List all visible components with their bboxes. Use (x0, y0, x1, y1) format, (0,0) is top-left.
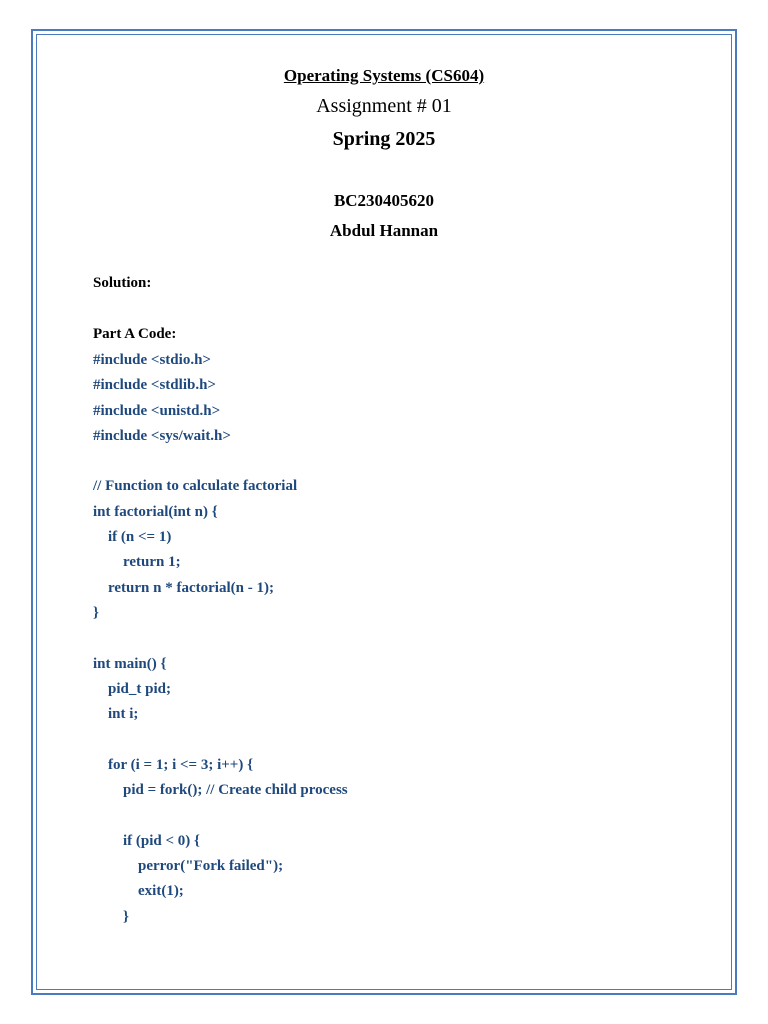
code-line: return 1; (93, 554, 181, 571)
code-line: int main() { (93, 655, 167, 672)
assignment-number: Assignment # 01 (316, 95, 452, 117)
code-block (93, 348, 348, 930)
code-line: } (93, 604, 99, 621)
code-line: } (93, 908, 129, 925)
code-line: #include <sys/wait.h> (93, 427, 231, 444)
student-id: BC230405620 (333, 191, 435, 210)
code-line-blank (93, 803, 348, 828)
code-line-blank (93, 727, 348, 752)
course-title: Operating Systems (CS604) (283, 66, 485, 85)
code-line: #include <stdlib.h> (93, 377, 216, 394)
code-line: return n * factorial(n - 1); (93, 579, 274, 596)
part-a-label: Part A Code: (93, 326, 177, 342)
semester: Spring 2025 (332, 128, 436, 150)
code-line-blank (93, 626, 348, 651)
code-line: #include <stdio.h> (93, 352, 211, 368)
code-line: int factorial(int n) { (93, 503, 218, 520)
code-line: pid = fork(); // Create child process (93, 782, 348, 799)
code-line: #include <unistd.h> (93, 402, 221, 419)
code-line: if (n <= 1) (93, 529, 172, 546)
code-line: // Function to calculate factorial (93, 478, 298, 495)
code-line: if (pid < 0) { (93, 832, 200, 849)
solution-label: Solution: (93, 275, 152, 291)
code-line: exit(1); (93, 883, 184, 900)
code-line: perror("Fork failed"); (93, 857, 284, 874)
code-line-blank (93, 449, 348, 474)
code-line: int i; (93, 706, 139, 723)
code-line: pid_t pid; (93, 680, 171, 697)
code-line: for (i = 1; i <= 3; i++) { (93, 756, 254, 773)
student-name: Abdul Hannan (329, 221, 439, 240)
